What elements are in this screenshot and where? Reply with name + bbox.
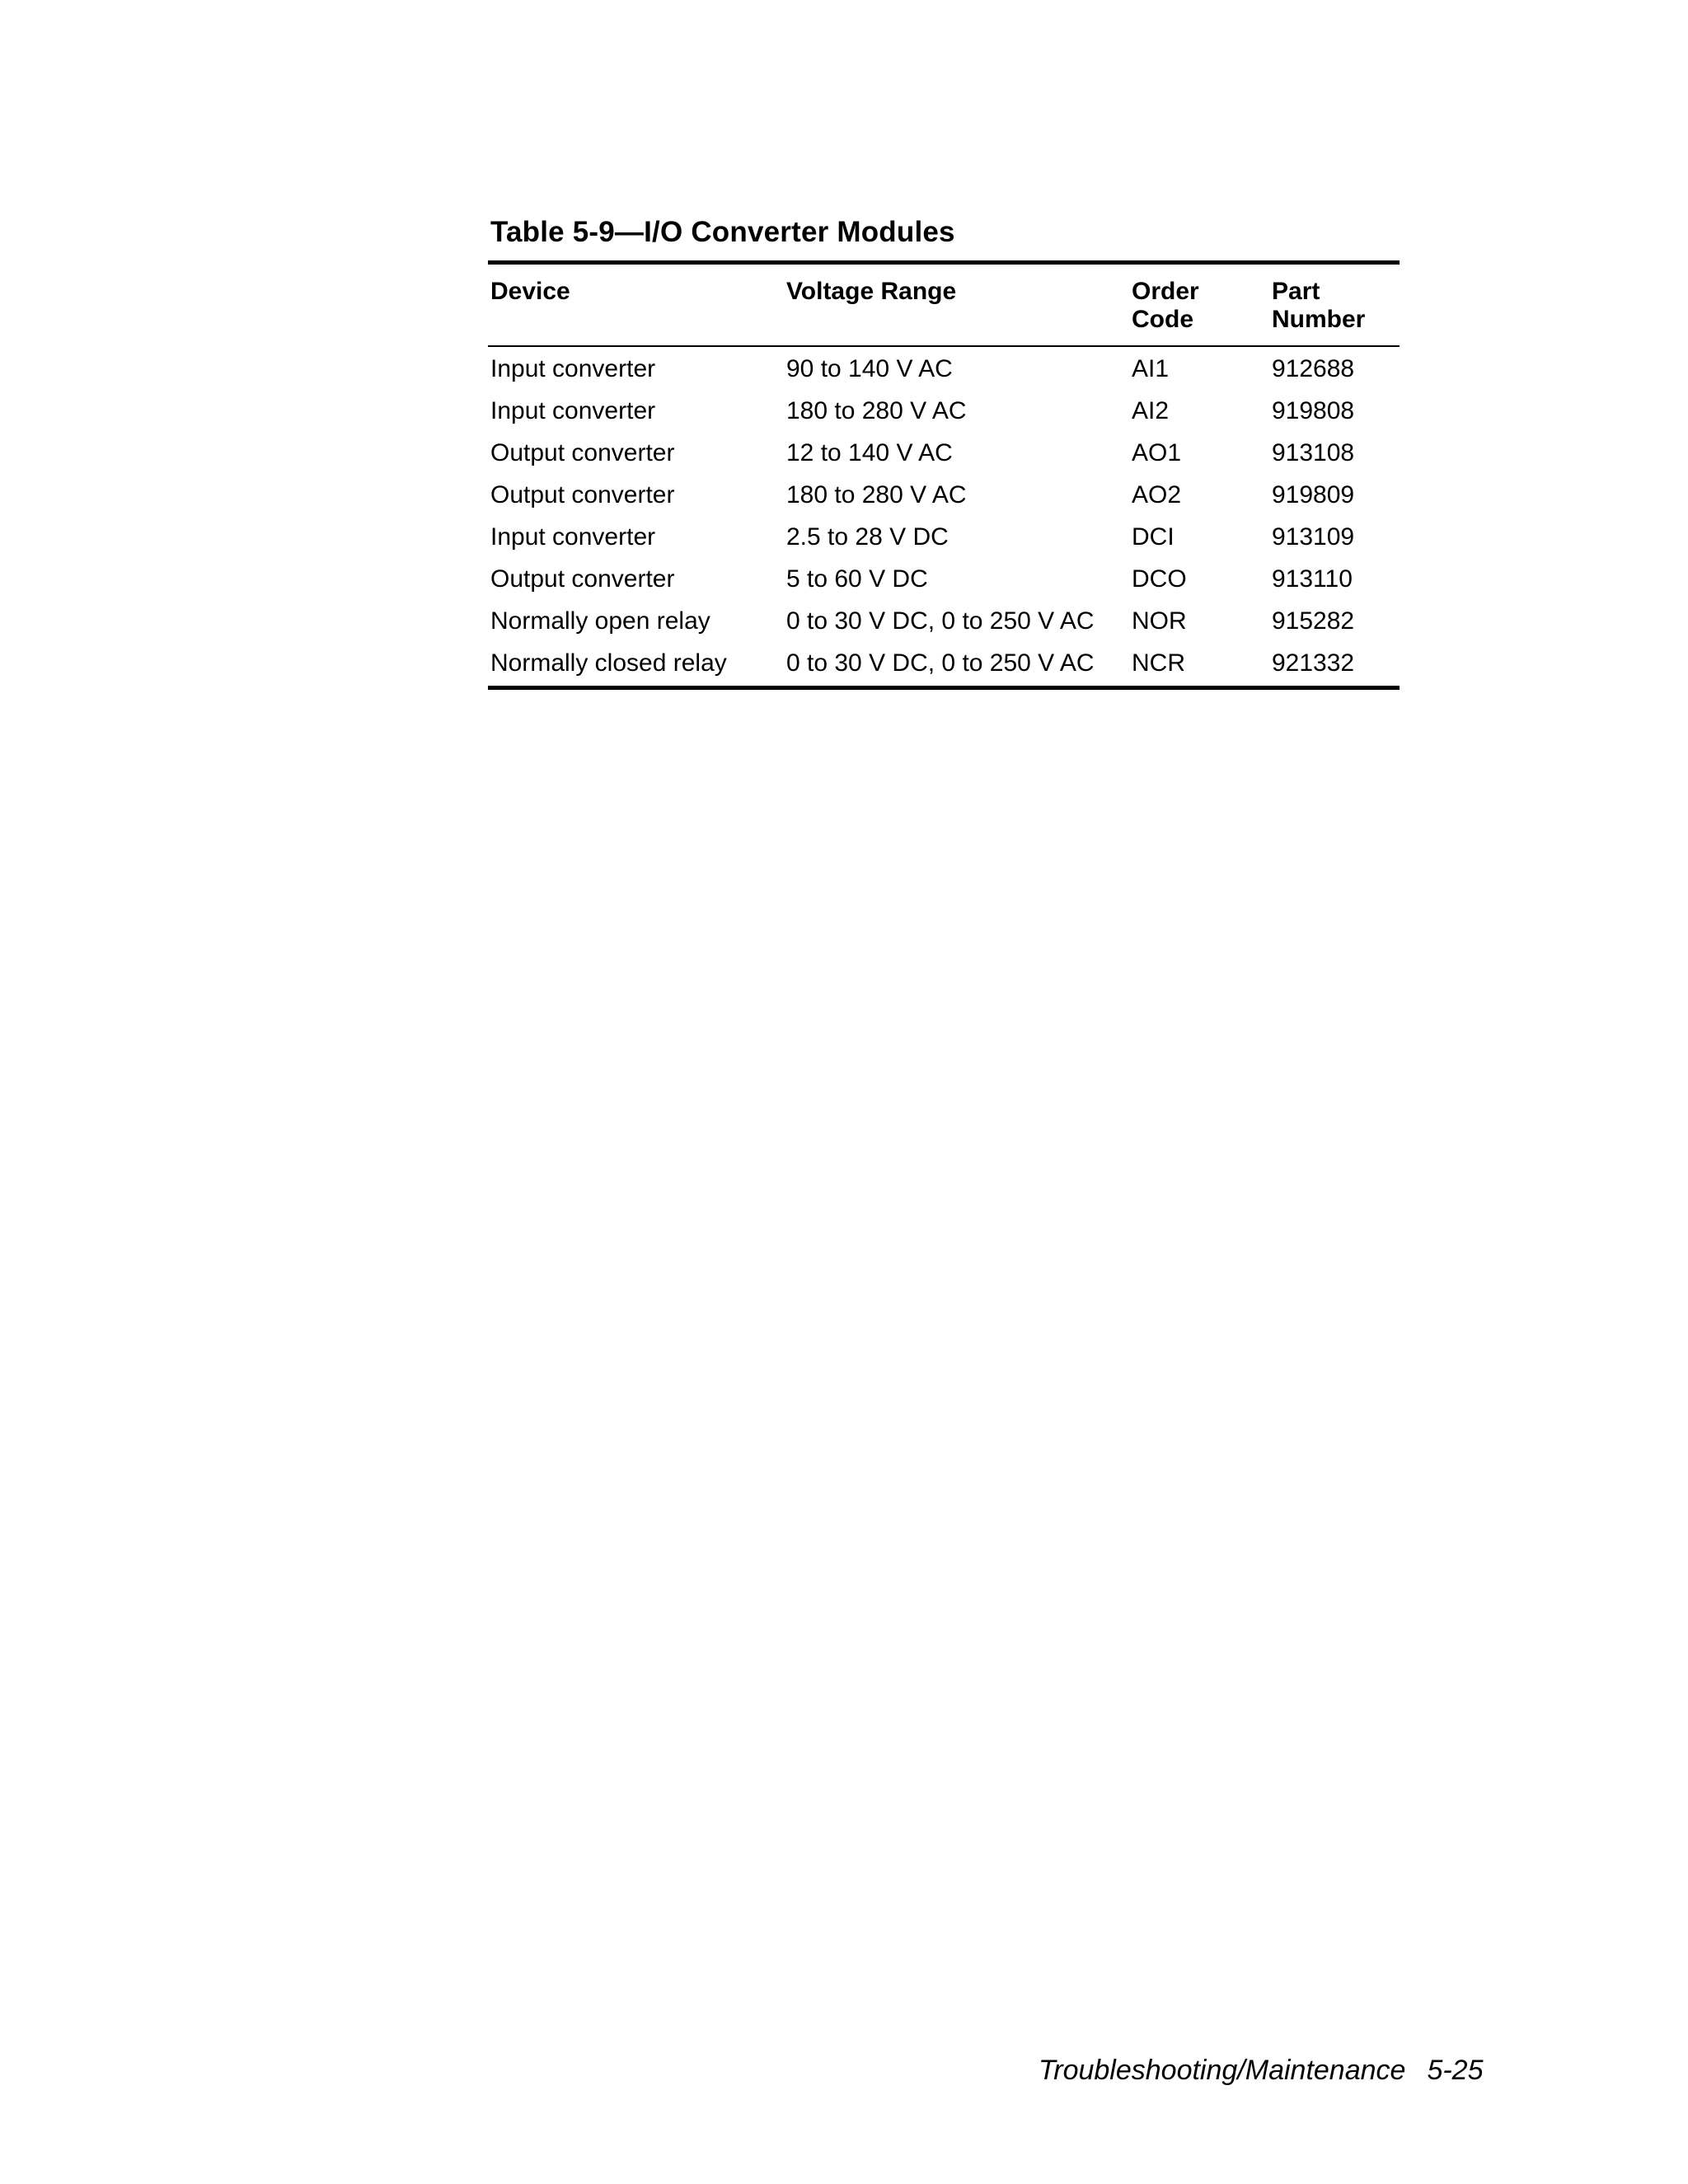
page-number: 5-25 <box>1427 2055 1484 2086</box>
column-header-order-code <box>1129 263 1269 347</box>
converter-modules-table-block <box>488 213 1400 690</box>
cell-part-number: 919808 <box>1272 397 1355 424</box>
cell-order-code: DCI <box>1132 523 1175 551</box>
table-row <box>488 346 1400 397</box>
cell-part-number: 913110 <box>1272 565 1353 593</box>
cell-order-code: AO1 <box>1132 439 1182 466</box>
table-header <box>488 263 1400 347</box>
cell-voltage-range: 0 to 30 V DC, 0 to 250 V AC <box>786 607 1095 635</box>
column-header-part-number <box>1269 263 1400 347</box>
footer-section-title: Troubleshooting/Maintenance <box>1039 2055 1406 2086</box>
cell-voltage-range: 5 to 60 V DC <box>786 565 928 593</box>
column-header-part-number-line2: Number <box>1272 306 1366 333</box>
cell-voltage-range: 0 to 30 V DC, 0 to 250 V AC <box>786 649 1095 677</box>
table-row <box>488 607 1400 649</box>
cell-part-number: 919809 <box>1272 481 1355 509</box>
cell-voltage-range: 180 to 280 V AC <box>786 481 967 509</box>
cell-voltage-range: 90 to 140 V AC <box>786 355 953 382</box>
cell-order-code: AO2 <box>1132 481 1182 509</box>
table-row <box>488 439 1400 481</box>
page-footer <box>1039 2052 1484 2088</box>
cell-part-number: 913109 <box>1272 523 1355 551</box>
cell-voltage-range: 180 to 280 V AC <box>786 397 967 424</box>
cell-device: Input converter <box>490 355 656 382</box>
table-row <box>488 397 1400 439</box>
cell-part-number: 913108 <box>1272 439 1355 466</box>
table-row <box>488 649 1400 688</box>
cell-voltage-range: 12 to 140 V AC <box>786 439 953 466</box>
cell-order-code: AI2 <box>1132 397 1170 424</box>
cell-device: Input converter <box>490 523 656 551</box>
cell-device: Normally open relay <box>490 607 710 635</box>
column-header-order-code-line1: Order <box>1132 278 1199 305</box>
cell-voltage-range: 2.5 to 28 V DC <box>786 523 949 551</box>
cell-device: Input converter <box>490 397 656 424</box>
table-row <box>488 523 1400 565</box>
cell-part-number: 915282 <box>1272 607 1355 635</box>
cell-device: Normally closed relay <box>490 649 727 677</box>
cell-part-number: 912688 <box>1272 355 1355 382</box>
cell-order-code: AI1 <box>1132 355 1170 382</box>
cell-order-code: NOR <box>1132 607 1187 635</box>
converter-modules-table <box>488 260 1400 690</box>
cell-device: Output converter <box>490 439 675 466</box>
cell-device: Output converter <box>490 565 675 593</box>
cell-part-number: 921332 <box>1272 649 1355 677</box>
column-header-voltage-range <box>784 263 1129 347</box>
cell-order-code: NCR <box>1132 649 1185 677</box>
table-row <box>488 565 1400 607</box>
column-header-voltage-range-label: Voltage Range <box>786 278 957 305</box>
header-row <box>488 263 1400 347</box>
cell-device: Output converter <box>490 481 675 509</box>
table-row <box>488 481 1400 523</box>
column-header-device <box>488 263 784 347</box>
column-header-device-label: Device <box>490 278 570 305</box>
cell-order-code: DCO <box>1132 565 1187 593</box>
column-header-part-number-line1: Part <box>1272 278 1320 305</box>
column-header-order-code-line2: Code <box>1132 306 1193 333</box>
table-body <box>488 346 1400 688</box>
table-title: Table 5-9—I/O Converter Modules <box>490 216 955 248</box>
